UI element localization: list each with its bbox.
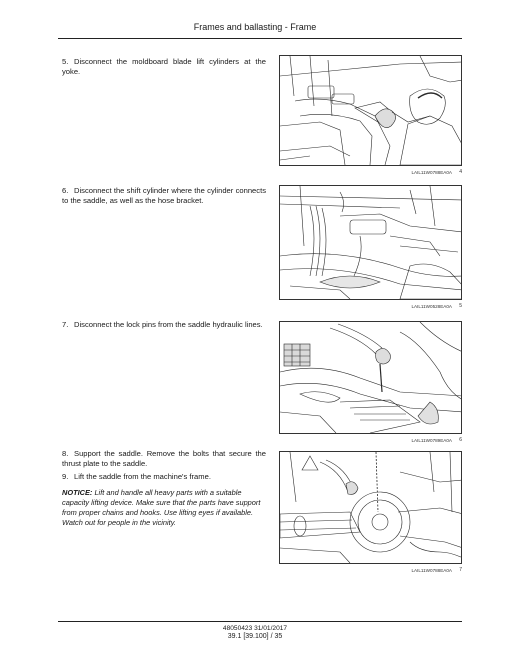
step-number: 9. [62,472,69,481]
figure-image [279,55,462,166]
footer-rule [58,621,462,622]
step-number: 5. [62,57,69,66]
step-text: Disconnect the lock pins from the saddle hydraulic lines. [74,320,263,329]
figure-4 [279,55,462,178]
figure-number: 7 [459,567,462,573]
figure-image [279,321,462,434]
step-6 [62,186,266,206]
step-number: 6. [62,186,69,195]
footer-page-line: 39.1 [39.100] / 35 [227,633,283,640]
page-header: Frames and ballasting - Frame [193,22,317,32]
figure-number: 5 [459,303,462,309]
shift-cylinder-illustration [280,186,462,299]
lock-pins-illustration [280,322,462,433]
figure-number: 6 [459,437,462,443]
figure-code: LAIL11W0788EA0A [411,170,452,175]
cylinder-yoke-illustration [280,56,462,165]
figure-image [279,451,462,564]
saddle-lift-illustration [280,452,462,563]
header-rule [58,38,462,39]
step-text: Lift the saddle from the machine's frame. [74,472,211,481]
step-8 [62,449,266,469]
figure-code: LAIL11W0788EA0A [411,568,452,573]
figure-7 [279,451,462,576]
figure-code: LAIL11W0789EA0A [411,438,452,443]
step-text: Support the saddle. Remove the bolts that secure the thrust plate to the saddle. [62,449,266,468]
step-text: Disconnect the moldboard blade lift cylinders at the yoke. [62,57,266,76]
footer-doc-line: 48050423 31/01/2017 [222,625,288,632]
notice [62,488,266,528]
figure-5 [279,185,462,312]
step-number: 7. [62,320,69,329]
figure-image [279,185,462,300]
step-9 [62,472,266,482]
notice-text: Lift and handle all heavy parts with a suitable capacity lifting device. Make sure that the parts have support from proper chains and hooks. Use lifting eyes if available. Watch out for people in the vicinity. [62,488,261,527]
figure-code: LAIL11W0528EA0A [411,304,452,309]
step-5 [62,57,266,77]
step-number: 8. [62,449,69,458]
step-text: Disconnect the shift cylinder where the cylinder connects to the saddle, as well as the hose bracket. [62,186,266,205]
step-7 [62,320,266,330]
figure-number: 4 [459,169,462,175]
figure-6 [279,321,462,446]
notice-label: NOTICE: [62,488,93,497]
